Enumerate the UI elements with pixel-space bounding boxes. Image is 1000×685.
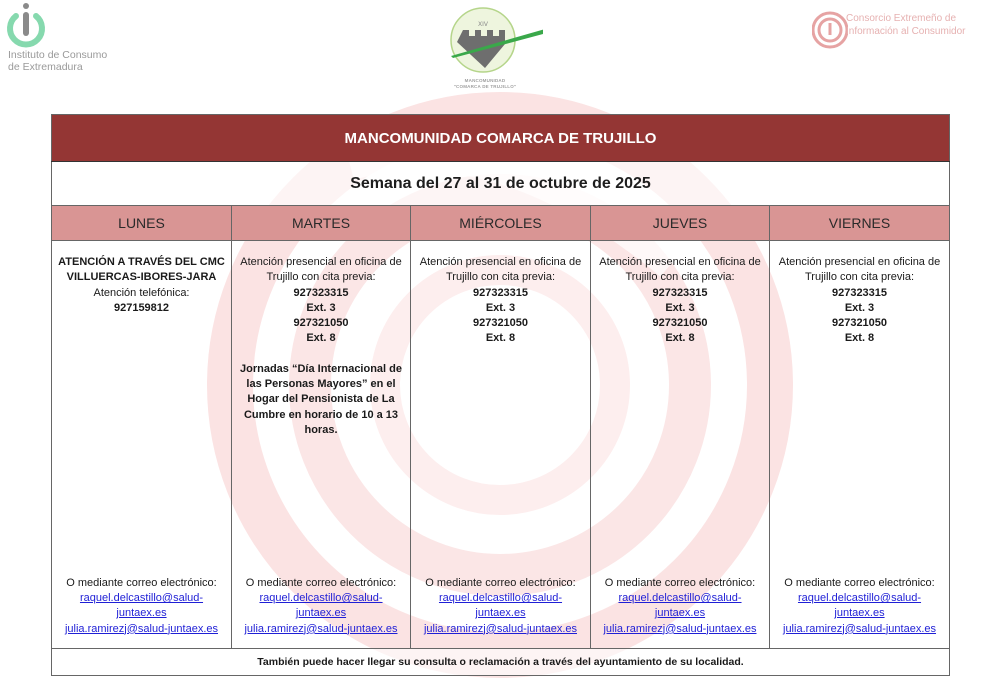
instituto-consumo-icon	[6, 2, 46, 48]
phone-extension-2: Ext. 8	[665, 332, 695, 345]
office-attention-note: Atención presencial en oficina de Trujillo con cita previa:	[419, 256, 582, 284]
phone-number-2: 927321050	[652, 317, 708, 330]
weekly-schedule-table	[51, 114, 950, 676]
phone-number-1: 927323315	[293, 286, 349, 299]
phone-extension-2: Ext. 8	[485, 332, 516, 345]
day-header-lunes: LUNES	[52, 206, 232, 241]
phone-number: 927159812	[113, 301, 170, 314]
consorcio-rings-icon	[812, 8, 848, 52]
footer-note: También puede hacer llegar su consulta o reclamación a través del ayuntamiento de su localidad.	[52, 649, 950, 676]
consorcio-logo	[812, 6, 1000, 56]
email-link-julia[interactable]: julia.ramirezj@salud-juntaex.es	[64, 622, 218, 635]
email-link-raquel[interactable]: raquel.delcastillo@salud-juntaex.es	[618, 592, 742, 620]
office-attention-note: Atención presencial en oficina de Trujillo con cita previa:	[240, 256, 402, 284]
instituto-consumo-logo	[4, 2, 164, 82]
office-attention-note: Atención presencial en oficina de Trujillo con cita previa:	[778, 256, 941, 284]
phone-extension-1: Ext. 3	[306, 301, 336, 314]
day-cell-viernes	[770, 241, 950, 649]
phone-number-1: 927323315	[652, 286, 708, 299]
consorcio-line2: Información al Consumidor	[846, 26, 966, 37]
roman-numeral: XIV	[478, 21, 488, 28]
office-attention-note: Atención presencial en oficina de Trujillo con cita previa:	[599, 256, 761, 284]
email-intro: O mediante correo electrónico:	[66, 576, 217, 589]
instituto-consumo-line1: Instituto de Consumo	[8, 49, 108, 61]
email-intro: O mediante correo electrónico:	[425, 576, 576, 589]
mancomunidad-logo-line2: "COMARCA DE TRUJILLO"	[453, 84, 517, 89]
phone-extension-2: Ext. 8	[844, 332, 875, 345]
week-range: Semana del 27 al 31 de octubre de 2025	[52, 162, 950, 206]
day-cell-jueves	[591, 241, 770, 649]
email-link-julia[interactable]: julia.ramirezj@salud-juntaex.es	[603, 622, 757, 635]
phone-extension-1: Ext. 3	[665, 301, 695, 314]
mancomunidad-tower-icon	[423, 4, 543, 80]
phone-extension-2: Ext. 8	[306, 332, 336, 345]
event-note: Jornadas “Día Internacional de las Personas Mayores” en el Hogar del Pensionista de La Cumbre en horario de 10 a 13 horas.	[240, 362, 402, 436]
schedule-title: MANCOMUNIDAD COMARCA DE TRUJILLO	[52, 115, 950, 162]
phone-extension-1: Ext. 3	[844, 301, 875, 314]
phone-extension-1: Ext. 3	[485, 301, 516, 314]
day-cell-lunes	[52, 241, 232, 649]
phone-number-2: 927321050	[293, 317, 349, 330]
consorcio-line1: Consorcio Extremeño de	[846, 13, 957, 24]
email-intro: O mediante correo electrónico:	[245, 576, 397, 589]
instituto-consumo-line2: de Extremadura	[8, 61, 83, 73]
email-link-julia[interactable]: julia.ramirezj@salud-juntaex.es	[423, 622, 577, 635]
email-link-julia[interactable]: julia.ramirezj@salud-juntaex.es	[783, 622, 937, 635]
mancomunidad-logo-line1: MANCOMUNIDAD	[464, 78, 506, 83]
cmc-attention-note: ATENCIÓN A TRAVÉS DEL CMC VILLUERCAS-IBORES-JARA	[58, 256, 225, 284]
email-link-raquel[interactable]: raquel.delcastillo@salud-juntaex.es	[79, 592, 204, 620]
email-link-raquel[interactable]: raquel.delcastillo@salud-juntaex.es	[259, 592, 383, 620]
email-link-raquel[interactable]: raquel.delcastillo@salud-juntaex.es	[797, 592, 922, 620]
email-link-julia[interactable]: julia.ramirezj@salud-juntaex.es	[244, 622, 398, 635]
phone-number-2: 927321050	[472, 317, 529, 330]
phone-number-1: 927323315	[472, 286, 529, 299]
phone-number-1: 927323315	[831, 286, 888, 299]
day-header-miercoles: MIÉRCOLES	[411, 206, 591, 241]
phone-number-2: 927321050	[831, 317, 888, 330]
day-cell-miercoles	[411, 241, 591, 649]
email-intro: O mediante correo electrónico:	[604, 576, 756, 589]
email-intro: O mediante correo electrónico:	[784, 576, 935, 589]
day-header-martes: MARTES	[232, 206, 411, 241]
phone-label: Atención telefónica:	[93, 286, 190, 299]
email-link-raquel[interactable]: raquel.delcastillo@salud-juntaex.es	[438, 592, 563, 620]
day-header-jueves: JUEVES	[591, 206, 770, 241]
day-cell-martes	[232, 241, 411, 649]
day-header-viernes: VIERNES	[770, 206, 950, 241]
mancomunidad-trujillo-logo	[423, 4, 543, 96]
